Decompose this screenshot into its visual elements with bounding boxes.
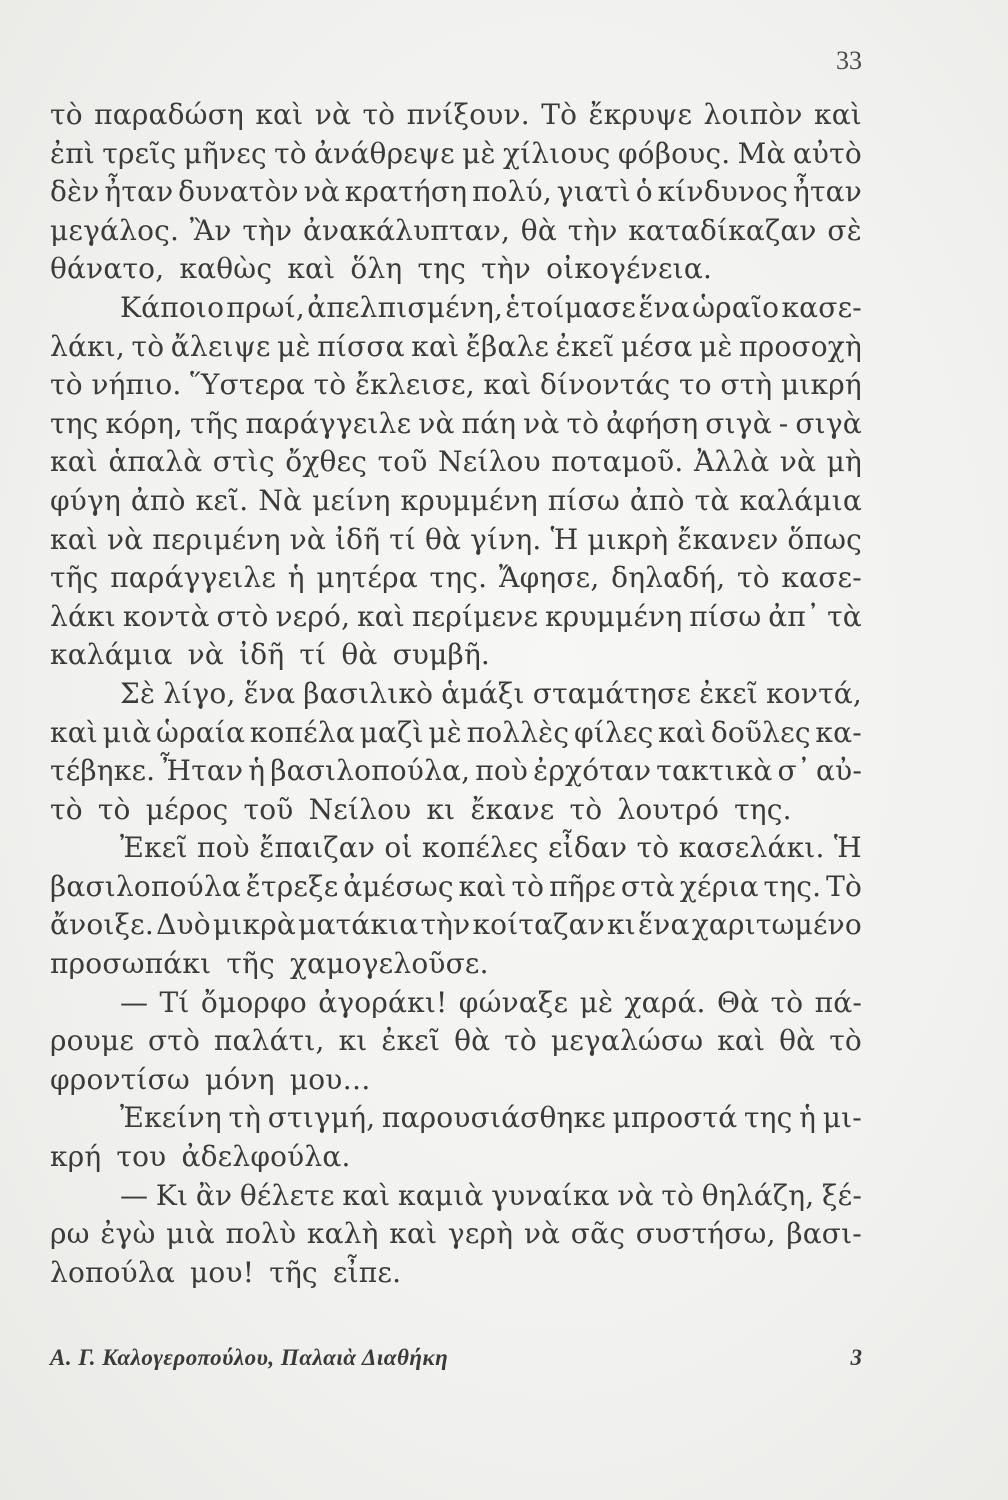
text-line: τὸ παραδώση καὶ νὰ τὸ πνίξουν. Τὸ ἔκρυψε λοιπὸν καὶ	[50, 98, 862, 131]
text-line: λοπούλα μου! τῆς εἶπε.	[50, 1255, 402, 1289]
text-line: — Κι ἂν θέλετε καὶ καμιὰ γυναίκα νὰ τὸ θηλάζη, ξέ-	[120, 1178, 862, 1212]
text-line: θάνατο, καθὼς καὶ ὅλη της τὴν οἰκογένεια.	[50, 252, 713, 286]
text-line: καὶ νὰ περιμένη νὰ ἰδῆ τί θὰ γίνη. Ἡ μικρὴ ἔκανεν ὅπως	[50, 522, 862, 556]
footer-sheet-number: 3	[850, 1345, 862, 1370]
text-line: ἄνοιξε. Δυὸ μικρὰ ματάκια τὴν κοίταζαν κι ἕνα χαριτωμένο	[50, 908, 862, 942]
text-line: τὸ νήπιο. Ὕστερα τὸ ἔκλεισε, καὶ δίνοντάς το στὴ μικρή	[50, 368, 862, 402]
text-line: της κόρη, τῆς παράγγειλε νὰ πάη νὰ τὸ ἀφήση σιγὰ - σιγὰ	[50, 406, 862, 440]
text-line: Σὲ λίγο, ἕνα βασιλικὸ ἁμάξι σταμάτησε ἐκεῖ κοντά,	[120, 676, 862, 710]
text-line: φροντίσω μόνη μου…	[50, 1062, 371, 1096]
text-line: τὸ τὸ μέρος τοῦ Νείλου κι ἔκανε τὸ λουτρό της.	[50, 792, 792, 826]
text-line: Ἐκείνη τὴ στιγμή, παρουσιάσθηκε μπροστά της ἡ μι-	[120, 1101, 862, 1135]
page-number: 33	[836, 46, 862, 75]
text-line: τῆς παράγγειλε ἡ μητέρα της. Ἄφησε, δηλαδή, τὸ κασε-	[50, 561, 862, 595]
text-line: καλάμια νὰ ἰδῆ τί θὰ συμβῆ.	[50, 638, 491, 672]
text-line: φύγη ἀπὸ κεῖ. Νὰ μείνη κρυμμένη πίσω ἀπὸ τὰ καλάμια	[50, 483, 862, 517]
text-line: ρουμε στὸ παλάτι, κι ἐκεῖ θὰ τὸ μεγαλώσω καὶ θὰ τὸ	[50, 1024, 862, 1058]
text-line: ἐπὶ τρεῖς μῆνες τὸ ἀνάθρεψε μὲ χίλιους φόβους. Μὰ αὐτὸ	[50, 136, 862, 170]
text-line: κρή του ἀδελφούλα.	[50, 1140, 351, 1174]
text-line: τέβηκε. Ἦταν ἡ βασιλοπούλα, ποὺ ἐρχόταν τακτικὰ σ᾽ αὐ-	[50, 754, 862, 788]
text-line: δὲν ἦταν δυνατὸν νὰ κρατήση πολύ, γιατὶ ὁ κίνδυνος ἦταν	[50, 175, 862, 209]
text-line: βασιλοπούλα ἔτρεξε ἀμέσως καὶ τὸ πῆρε στὰ χέρια της. Τὸ	[50, 869, 862, 903]
text-line: — Τί ὄμορφο ἀγοράκι! φώναξε μὲ χαρά. Θὰ τὸ πά-	[120, 985, 862, 1019]
text-line: ρω ἐγὼ μιὰ πολὺ καλὴ καὶ γερὴ νὰ σᾶς συστήσω, βασι-	[50, 1217, 862, 1251]
text-line: λάκι κοντὰ στὸ νερό, καὶ περίμενε κρυμμένη πίσω ἀπ᾽ τὰ	[50, 599, 862, 633]
page-footer	[50, 1345, 862, 1377]
text-line: μεγάλος. Ἂν τὴν ἀνακάλυπταν, θὰ τὴν καταδίκαζαν σὲ	[50, 213, 862, 247]
text-line: Κάποιο πρωί, ἀπελπισμένη, ἑτοίμασε ἕνα ὡραῖο κασε-	[120, 290, 862, 324]
text-line: προσωπάκι τῆς χαμογελοῦσε.	[50, 947, 489, 981]
text-line: Ἐκεῖ ποὺ ἔπαιζαν οἱ κοπέλες εἶδαν τὸ κασελάκι. Ἡ	[120, 831, 862, 865]
text-line: καὶ μιὰ ὡραία κοπέλα μαζὶ μὲ πολλὲς φίλες καὶ δοῦλες κα-	[50, 715, 862, 749]
body-text	[50, 96, 862, 1292]
text-line: λάκι, τὸ ἄλειψε μὲ πίσσα καὶ ἔβαλε ἐκεῖ μέσα μὲ προσοχὴ	[50, 329, 862, 363]
footer-signature: Α. Γ. Καλογεροπούλου, Παλαιὰ Διαθήκη	[50, 1345, 449, 1370]
text-line: καὶ ἁπαλὰ στὶς ὄχθες τοῦ Νείλου ποταμοῦ. Ἀλλὰ νὰ μὴ	[50, 445, 862, 479]
